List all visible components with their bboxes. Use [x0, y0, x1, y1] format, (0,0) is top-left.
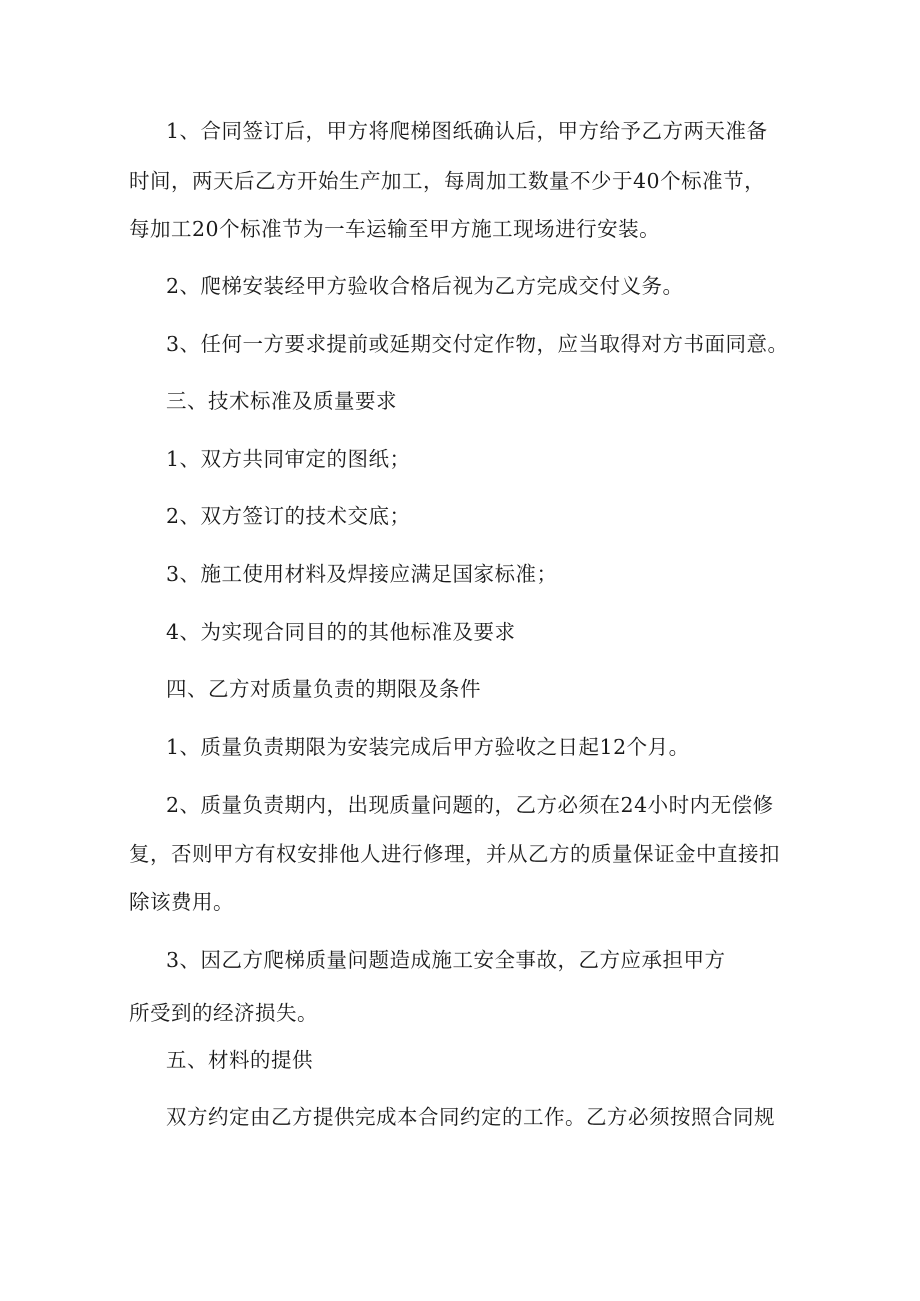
standards-item-1: 1、双方共同审定的图纸； [166, 447, 411, 471]
delivery-clause-1-line-3: 每加工20个标准节为一车运输至甲方施工现场进行安装。 [129, 217, 661, 241]
quality-clause-2-line-3: 除该费用。 [129, 890, 234, 914]
section-heading-technical-standards: 三、技术标准及质量要求 [166, 389, 397, 413]
standards-item-2: 2、双方签订的技术交底； [166, 504, 411, 528]
quality-clause-2-line-1: 2、质量负责期内，出现质量问题的，乙方必须在24小时内无偿修 [166, 793, 774, 817]
delivery-clause-1-line-2: 时间，两天后乙方开始生产加工，每周加工数量不少于40个标准节， [129, 169, 766, 193]
standards-item-3: 3、施工使用材料及焊接应满足国家标准； [166, 562, 558, 586]
delivery-clause-1-line-1: 1、合同签订后，甲方将爬梯图纸确认后，甲方给予乙方两天准备 [166, 119, 768, 143]
delivery-clause-2: 2、爬梯安装经甲方验收合格后视为乙方完成交付义务。 [166, 274, 684, 298]
standards-item-4: 4、为实现合同目的的其他标准及要求 [166, 620, 516, 644]
quality-clause-3-line-1: 3、因乙方爬梯质量问题造成施工安全事故，乙方应承担甲方 [166, 948, 726, 972]
section-heading-materials: 五、材料的提供 [166, 1048, 313, 1072]
materials-clause-line-1: 双方约定由乙方提供完成本合同约定的工作。乙方必须按照合同规 [166, 1105, 775, 1129]
delivery-clause-3: 3、任何一方要求提前或延期交付定作物，应当取得对方书面同意。 [166, 332, 789, 356]
quality-clause-1: 1、质量负责期限为安装完成后甲方验收之日起12个月。 [166, 735, 690, 759]
quality-clause-2-line-2: 复，否则甲方有权安排他人进行修理，并从乙方的质量保证金中直接扣 [129, 842, 780, 866]
section-heading-quality-responsibility: 四、乙方对质量负责的期限及条件 [166, 677, 481, 701]
quality-clause-3-line-2: 所受到的经济损失。 [129, 1001, 318, 1025]
